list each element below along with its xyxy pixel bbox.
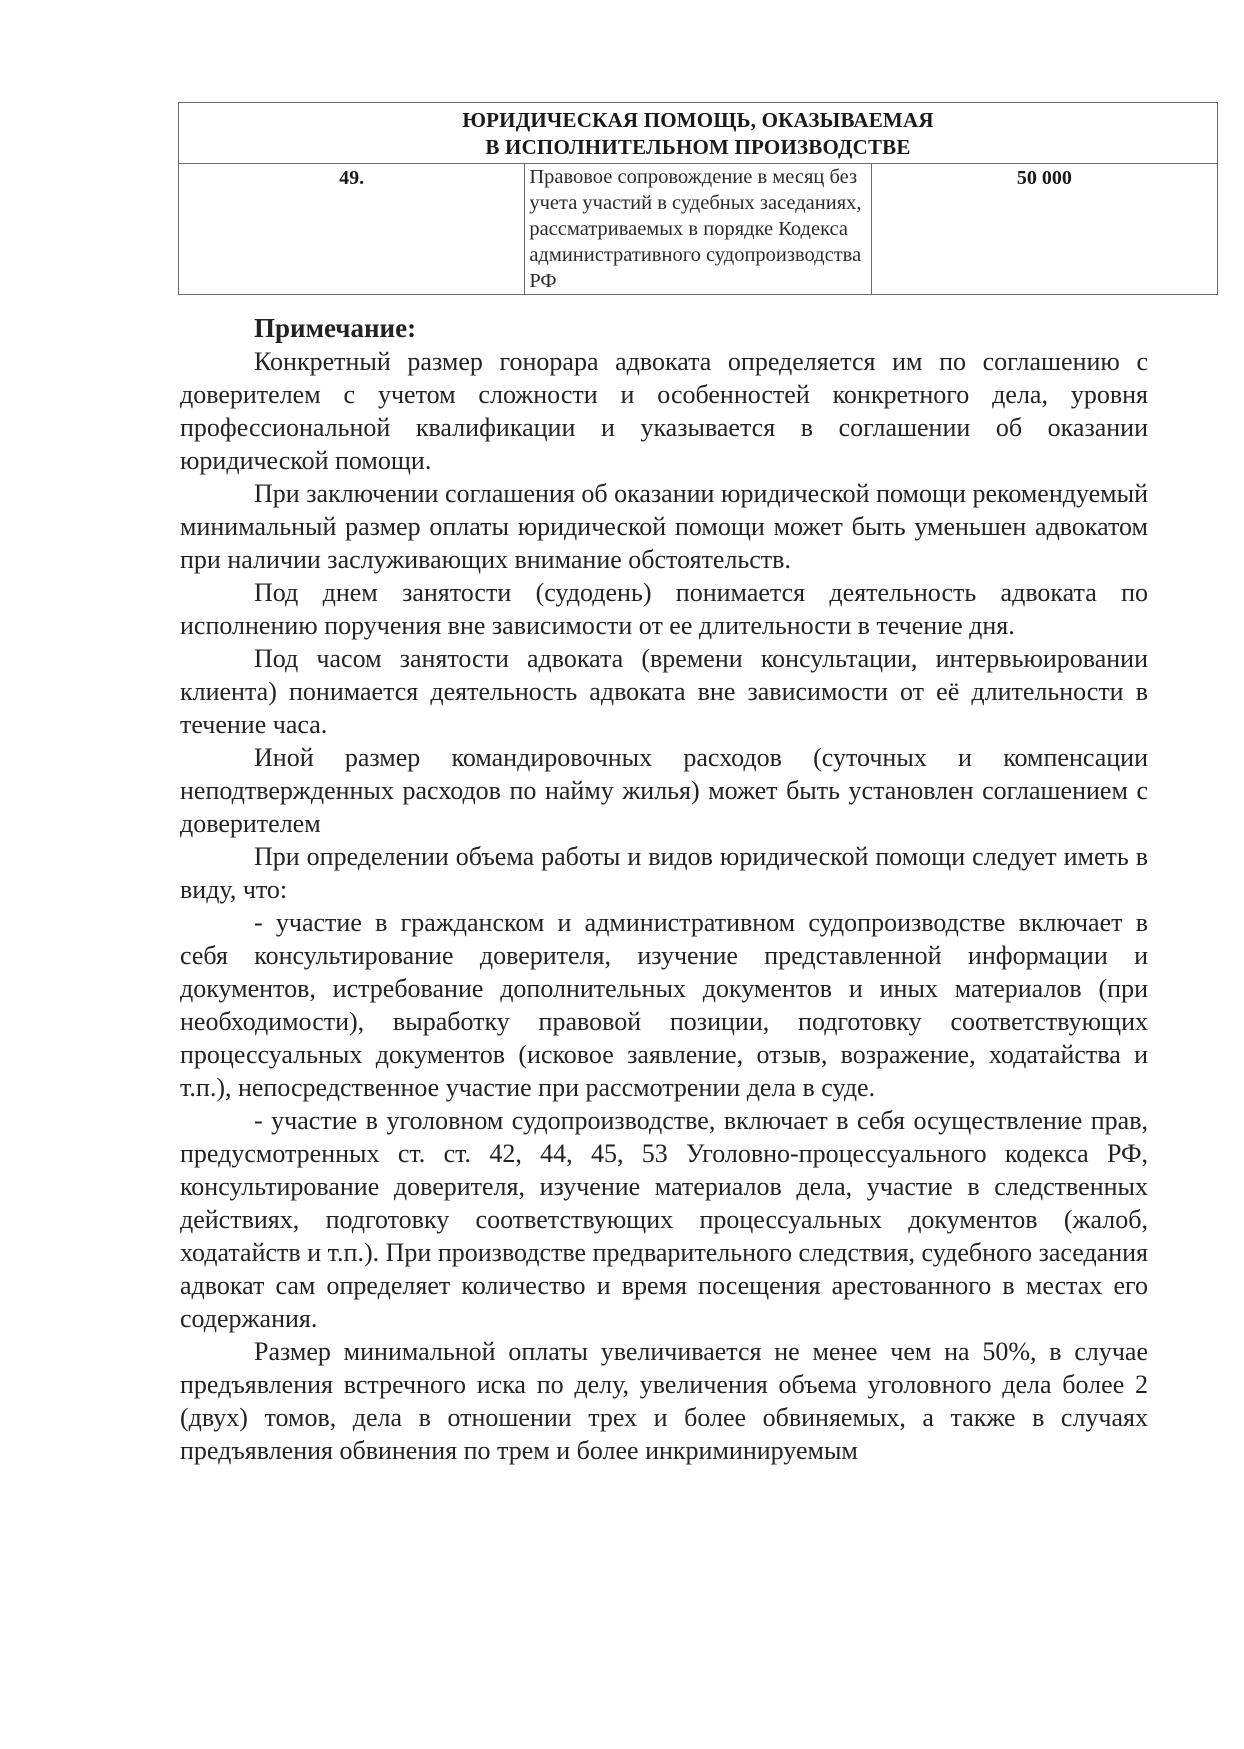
price-table: [178, 102, 1218, 295]
note-paragraph-5: Иной размер командировочных расходов (суточных и компенсации неподтвержденных расходов по найму жилья) может быть установлен соглашением с доверителем: [180, 743, 1148, 838]
note-section: [180, 312, 1148, 1467]
row-number: 49.: [179, 164, 525, 295]
row-description: [525, 164, 871, 295]
table-row: [179, 164, 1218, 295]
note-list-item-criminal: - участие в уголовном судопроизводстве, включает в себя осуществление прав, предусмотренных ст. ст. 42, 44, 45, 53 Уголовно-процессуального кодекса РФ, консультирование доверителя, изучение материалов дела, участие в следственных действиях, подготовку соответствующих процессуальных документов (жалоб, ходатайств и т.п.). При производстве предварительного следствия, судебного заседания адвокат сам определяет количество и время посещения арестованного в местах его содержания.: [180, 1106, 1148, 1333]
note-paragraph-3: Под днем занятости (судодень) понимается деятельность адвоката по исполнению поручения вне зависимости от ее длительности в течение дня.: [180, 578, 1148, 640]
row-price: 50 000: [871, 164, 1217, 295]
note-paragraph-9: Размер минимальной оплаты увеличивается не менее чем на 50%, в случае предъявления встречного иска по делу, увеличения объема уголовного дела более 2 (двух) томов, дела в отношении трех и более обвиняемых, а также в случаях предъявления обвинения по трем и более инкриминируемым: [180, 1337, 1148, 1465]
note-paragraph-2: При заключении соглашения об оказании юридической помощи рекомендуемый минимальный размер оплаты юридической помощи может быть уменьшен адвокатом при наличии заслуживающих внимание обстоятельств.: [180, 479, 1148, 574]
note-list-item-civil: - участие в гражданском и административном судопроизводстве включает в себя консультирование доверителя, изучение представленной информации и документов, истребование дополнительных документов и иных материалов (при необходимости), выработку правовой позиции, подготовку соответствующих процессуальных документов (исковое заявление, отзыв, возражение, ходатайства и т.п.), непосредственное участие при рассмотрении дела в суде.: [180, 908, 1148, 1102]
note-title: Примечание:: [254, 313, 417, 343]
section-header-row: [179, 103, 1218, 164]
row-description-line2: рассматриваемых в порядке Кодекса административного судопроизводства РФ: [529, 218, 862, 292]
section-header-line2: В ИСПОЛНИТЕЛЬНОМ ПРОИЗВОДСТВЕ: [485, 135, 911, 159]
note-paragraph-1: Конкретный размер гонорара адвоката определяется им по соглашению с доверителем с учетом сложности и особенностей конкретного дела, уровня профессиональной квалификации и указывается в соглашении об оказании юридической помощи.: [180, 347, 1148, 475]
note-paragraph-4: Под часом занятости адвоката (времени консультации, интервьюировании клиента) понимается деятельность адвоката вне зависимости от её длительности в течение часа.: [180, 644, 1148, 739]
section-header: [179, 103, 1218, 164]
note-paragraph-6: При определении объема работы и видов юридической помощи следует иметь в виду, что:: [180, 842, 1148, 904]
section-header-line1: ЮРИДИЧЕСКАЯ ПОМОЩЬ, ОКАЗЫВАЕМАЯ: [462, 108, 934, 132]
row-description-line1: Правовое сопровождение в месяц без учета участий в судебных заседаниях,: [529, 166, 862, 214]
